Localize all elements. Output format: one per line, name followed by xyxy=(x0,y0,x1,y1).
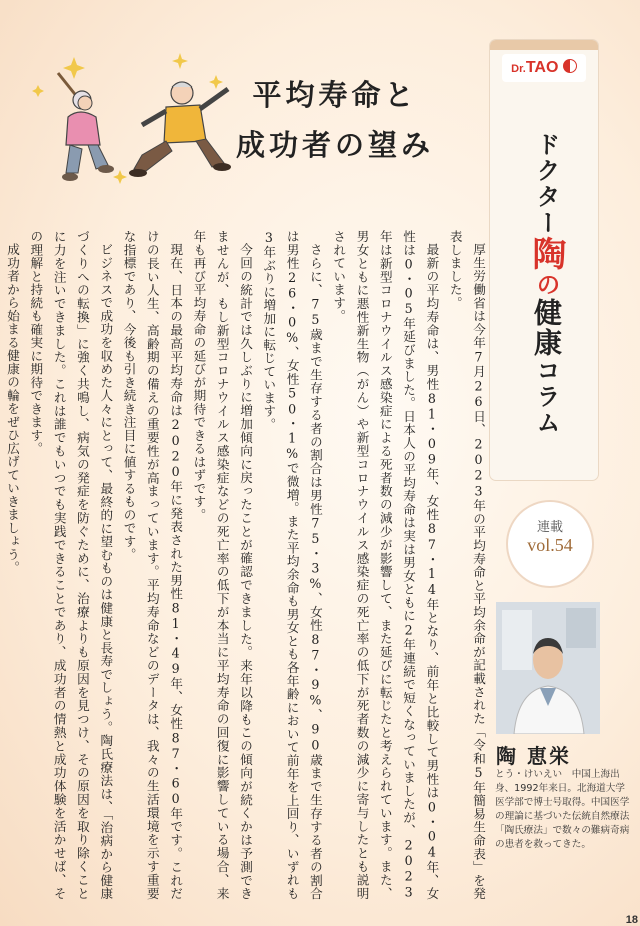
series-part-tao: 陶 xyxy=(526,236,566,272)
article-paragraph: 現在、日本の最高平均寿命は2020年に発表された男性81・49年、女性87・60年です。これだけの長い人生、高齢期の備えの重要性が高まっています。平均寿命などのデータは、我々の生活環境を示す重要な指標であり、今後も引き続き注目に値するものです。 xyxy=(121,230,184,900)
panel-top-bar xyxy=(490,40,598,50)
series-title xyxy=(506,132,586,472)
article-paragraph: 最新の平均寿命は、男性81・09年、女性87・14年となり、前年と比較して男性は0・04年、女性は0・05年延びました。日本人の平均寿命は実は男女ともに2年連続で短くなっていましたが、2023年は新型コロナウイルス感染症による死者数の減少が影響して、また延びに転じたと考えられています。また、男女ともに悪性新生物（がん）や新型コロナウイルス感染症の死亡率の低下が死者数の減少に寄与したとも説明されています。 xyxy=(331,230,440,900)
article-title xyxy=(215,70,455,170)
dr-tao-logo xyxy=(502,54,586,82)
volume-label: 連載 xyxy=(536,520,563,535)
series-part-column: コラム xyxy=(532,358,560,436)
article-paragraph: ビジネスで成功を収めた人々にとって、最終的に望むものは健康と長寿でしょう。陶氏療法は、「治病から健康づくりへの転換」に強く共鳴し、病気の発症を防ぐために、治療よりも原因を見つけ、その原因を取り除くことに力を注いできました。これは誰でもいつでも実践できることであり、成功者の情熱と成功体験を活かせば、その理解と持続も確実に期待できます。 xyxy=(28,230,114,900)
series-part-kenkou: 健康 xyxy=(530,298,563,358)
page-number: 18 xyxy=(625,914,638,926)
volume-badge xyxy=(506,500,594,588)
series-part-no: の xyxy=(532,272,560,298)
author-photo xyxy=(496,602,600,734)
author-bio: とう・けいえい 中国上海出身、1992年来日。北海道大学医学部で博士号取得。中国医学の理論に基づいた伝統自然療法「陶氏療法」で数々の難病奇病の患者を救ってきた。 xyxy=(495,769,630,850)
series-part-doctor: ドクター xyxy=(532,132,560,236)
article-paragraph: 成功者から始まる健康の輪をぜひ広げていきましょう。 xyxy=(5,242,21,574)
brand-main: TAO xyxy=(525,59,559,76)
author-portrait-image xyxy=(496,602,600,734)
article-paragraph: 厚生労働省は今年7月26日、2023年の平均寿命と平均余命が記載された「令和5年簡易生命表」を発表しました。 xyxy=(447,230,486,900)
column-header-panel xyxy=(490,40,598,480)
title-line-2: 成功者の望み xyxy=(235,128,434,162)
author-name: 陶 恵栄 xyxy=(496,744,571,768)
volume-number: vol.54 xyxy=(527,535,573,555)
title-line-1: 平均寿命と xyxy=(252,78,418,112)
article-paragraph: さらに、75歳まで生存する者の割合は男性75・3%、女性87・9%、90歳まで生存する者の割合は男性26・0%、女性50・1%で微増。また平均余命も男女とも各年齢において前年を上回り、いずれも3年ぶりに増加に転じています。 xyxy=(261,230,323,900)
article-body xyxy=(5,230,490,900)
brand-prefix: Dr. xyxy=(511,63,526,75)
article-paragraph: 今回の統計では久しぶりに増加傾向に戻ったことが確認できました。来年以降もこの傾向が続くかは予測できませんが、もし新型コロナウイルス感染症などの死亡率の低下が本当に平均寿命の回復に影響している場合、来年も再び平均寿命の延びが期待できるはずです。 xyxy=(191,230,254,900)
elderly-couple-illustration xyxy=(30,45,240,205)
woman-figure xyxy=(58,73,114,181)
yin-yang-icon xyxy=(563,59,577,73)
